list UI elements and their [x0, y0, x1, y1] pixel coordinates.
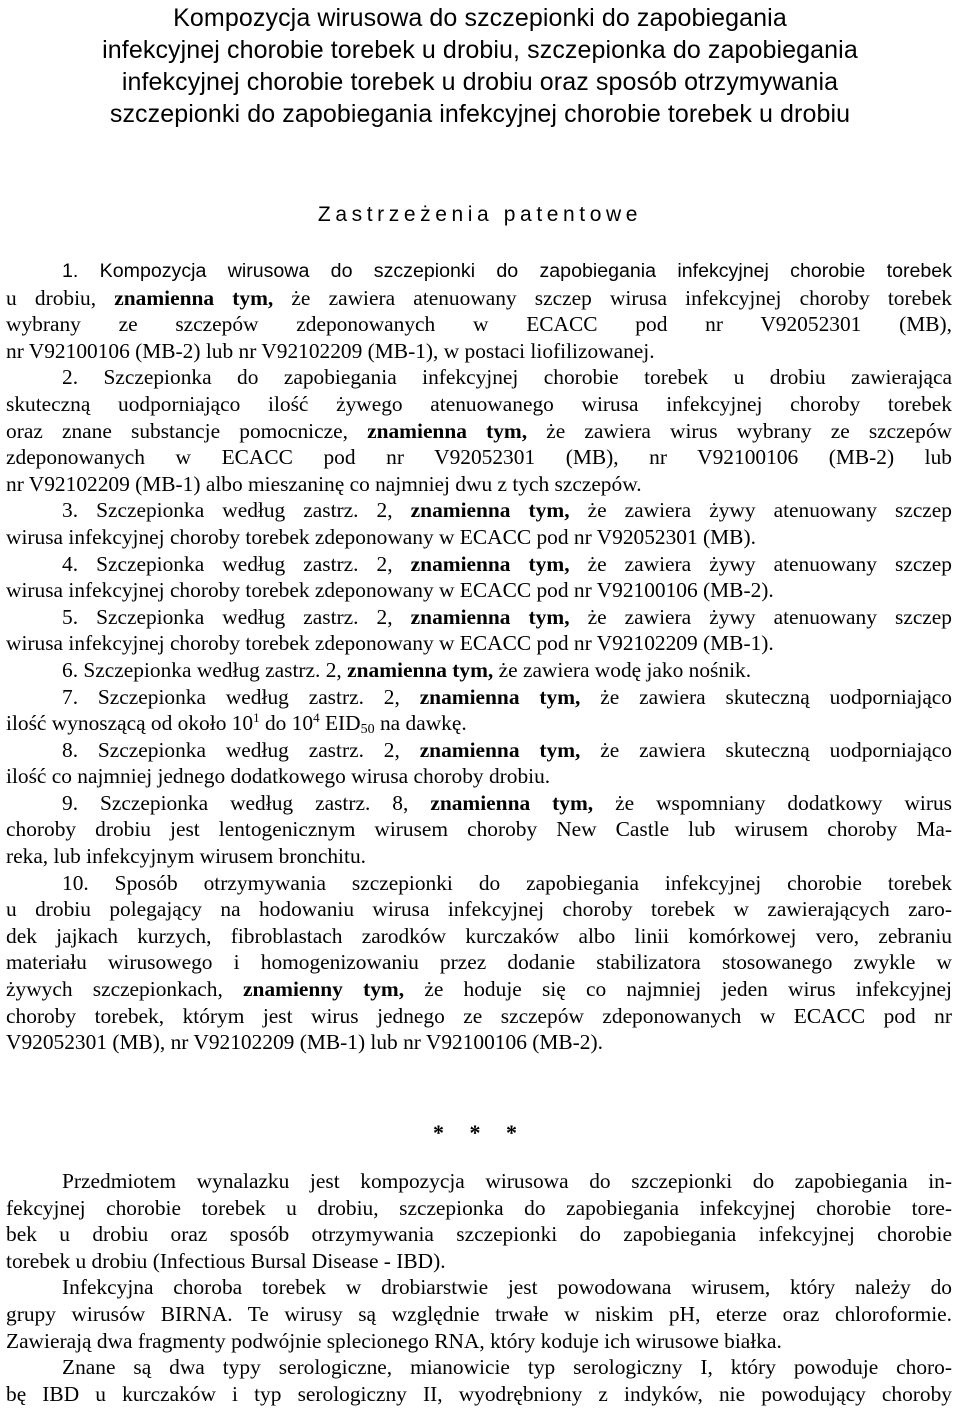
claim-line: reka, lub infekcyjnym wirusem bronchitu. [6, 844, 366, 869]
description-line: Infekcyjna choroba torebek w drobiarstwie jest powodowana wirusem, który należy do [62, 1275, 952, 1300]
claim-key-phrase: znamienna tym, [114, 285, 274, 310]
claim-line: 1. Kompozycja wirusowa do szczepionki do zapobiegania infekcyjnej chorobie torebek [62, 260, 952, 282]
description-line: Znane są dwa typy serologiczne, mianowicie typ serologiczny I, który powoduje choro- [62, 1355, 952, 1380]
claim-line: choroby drobiu jest lentogenicznym wirusem choroby New Castle lub wirusem choroby Ma- [6, 817, 952, 842]
claim-line: 8. Szczepionka według zastrz. 2, znamienna tym, że zawiera skuteczną uodporniająco [62, 737, 952, 762]
title-line: Kompozycja wirusowa do szczepionki do zapobiegania [173, 4, 787, 32]
description-line: bek u drobiu oraz sposób otrzymywania szczepionki do zapobiegania infekcyjnej chorobie [6, 1222, 952, 1247]
claim-1 [6, 258, 952, 364]
claim-key-phrase: znamienna tym, [419, 684, 581, 709]
description-line: grupy wirusów BIRNA. Te wirusy są względnie trwałe w niskim pH, eterze oraz chloroformie. [6, 1301, 952, 1326]
claim-line: u drobiu, znamienna tym, że zawiera atenuowany szczep wirusa infekcyjnej choroby torebek [6, 285, 952, 310]
claim-key-phrase: znamienna tym, [430, 790, 594, 815]
exponent: 4 [313, 710, 320, 726]
claim-line: skuteczną uodporniająco ilość żywego atenuowanego wirusa infekcyjnej choroby torebek [6, 391, 952, 416]
title-line: szczepionki do zapobiegania infekcyjnej chorobie torebek u drobiu [109, 100, 851, 128]
claim-10 [6, 870, 952, 1056]
claim-key-phrase: znamienna tym, [367, 418, 528, 443]
claim-4 [6, 551, 952, 604]
claim-line: dek jajkach kurzych, fibroblastach zarodków kurczaków albo linii komórkowej vero, zebraniu [6, 923, 952, 948]
claim-line: u drobiu polegający na hodowaniu wirusa infekcyjnej choroby torebek w zawierających zaro- [6, 897, 952, 922]
claim-5 [6, 604, 952, 657]
claim-9 [6, 790, 952, 870]
claim-line: 2. Szczepionka do zapobiegania infekcyjnej chorobie torebek u drobiu zawierająca [62, 365, 952, 390]
claim-line: 10. Sposób otrzymywania szczepionki do zapobiegania infekcyjnej chorobie torebek [62, 870, 952, 895]
subscript: 50 [360, 722, 375, 738]
claim-line: choroby torebek, którym jest wirus jednego ze szczepów zdeponowanych w ECACC pod nr [6, 1003, 952, 1028]
title-line: infekcyjnej chorobie torebek u drobiu oraz sposób otrzymywania [121, 68, 839, 96]
claim-key-phrase: znamienny tym, [243, 977, 405, 1002]
description-line: fekcyjnej chorobie torebek u drobiu, szczepionka do zapobiegania infekcyjnej chorobie tore- [6, 1195, 952, 1220]
claim-line: materiału wirusowego i homogenizowaniu przez dodanie stabilizatora stosowanego zwykle w [6, 950, 952, 975]
claim-line: 9. Szczepionka według zastrz. 8, znamienna tym, że wspomniany dodatkowy wirus [62, 790, 953, 815]
claim-line: nr V92102209 (MB-1) albo mieszaninę co najmniej dwu z tych szczepów. [6, 471, 642, 496]
description-paragraph [6, 1168, 952, 1274]
claims-list [6, 258, 952, 1056]
description-paragraph [6, 1354, 952, 1407]
claim-line: wybrany ze szczepów zdeponowanych w ECACC pod nr V92052301 (MB), [6, 312, 952, 337]
description-paragraph [6, 1274, 952, 1354]
section-separator: * * * [433, 1120, 527, 1145]
claim-line: zdeponowanych w ECACC pod nr V92052301 (MB), nr V92100106 (MB-2) lub [6, 445, 952, 470]
claim-line: 4. Szczepionka według zastrz. 2, znamienna tym, że zawiera żywy atenuowany szczep [62, 551, 952, 576]
claim-line: nr V92100106 (MB-2) lub nr V92102209 (MB-1), w postaci liofilizowanej. [6, 338, 655, 363]
claim-line: 3. Szczepionka według zastrz. 2, znamienna tym, że zawiera żywy atenuowany szczep [62, 498, 952, 523]
claim-3 [6, 497, 952, 550]
claim-line: żywych szczepionkach, znamienny tym, że hoduje się co najmniej jeden wirus infekcyjnej [6, 977, 952, 1002]
claim-line: oraz znane substancje pomocnicze, znamienna tym, że zawiera wirus wybrany ze szczepów [6, 418, 952, 443]
claim-line: V92052301 (MB), nr V92102209 (MB-1) lub nr V92100106 (MB-2). [6, 1030, 603, 1055]
description-line: Zawierają dwa fragmenty podwójnie splecionego RNA, który koduje ich wirusowe białka. [6, 1328, 782, 1353]
claim-key-phrase: znamienna tym, [347, 657, 494, 682]
claim-line: 7. Szczepionka według zastrz. 2, znamienna tym, że zawiera skuteczną uodporniająco [62, 684, 952, 709]
claim-line: wirusa infekcyjnej choroby torebek zdeponowany w ECACC pod nr V92102209 (MB-1). [6, 631, 774, 656]
claim-line: ilość wynoszącą od około $10^1$ do $10^4$ $EID_{50}$ na dawkę. [6, 710, 467, 738]
claim-7 [6, 684, 952, 737]
claim-key-phrase: znamienna tym, [410, 551, 570, 576]
claim-line: wirusa infekcyjnej choroby torebek zdeponowany w ECACC pod nr V92100106 (MB-2). [6, 578, 774, 603]
description [6, 1168, 952, 1407]
claim-8 [6, 737, 952, 790]
claim-key-phrase: znamienna tym, [410, 498, 570, 523]
claim-2 [6, 364, 952, 497]
section-heading-claims: Zastrzeżenia patentowe [317, 203, 643, 226]
claim-line: wirusa infekcyjnej choroby torebek zdeponowany w ECACC pod nr V92052301 (MB). [6, 524, 756, 549]
description-line: bę IBD u kurczaków i typ serologiczny II, wyodrębniony z indyków, nie powodujący choroby [6, 1381, 952, 1406]
claim-key-phrase: znamienna tym, [410, 604, 570, 629]
title-line: infekcyjnej chorobie torebek u drobiu, szczepionka do zapobiegania [102, 36, 858, 64]
description-line: torebek u drobiu (Infectious Bursal Disease - IBD). [6, 1248, 446, 1273]
exponent: 1 [253, 710, 260, 726]
claim-line: ilość co najmniej jednego dodatkowego wirusa choroby drobiu. [6, 764, 551, 789]
claim-6 [6, 657, 952, 684]
description-line: Przedmiotem wynalazku jest kompozycja wirusowa do szczepionki do zapobiegania in- [62, 1169, 952, 1193]
document-title [0, 2, 960, 130]
claim-line: 5. Szczepionka według zastrz. 2, znamienna tym, że zawiera żywy atenuowany szczep [62, 604, 952, 629]
claim-key-phrase: znamienna tym, [419, 737, 581, 762]
claim-line: 6. Szczepionka według zastrz. 2, znamienna tym, że zawiera wodę jako nośnik. [62, 657, 752, 682]
